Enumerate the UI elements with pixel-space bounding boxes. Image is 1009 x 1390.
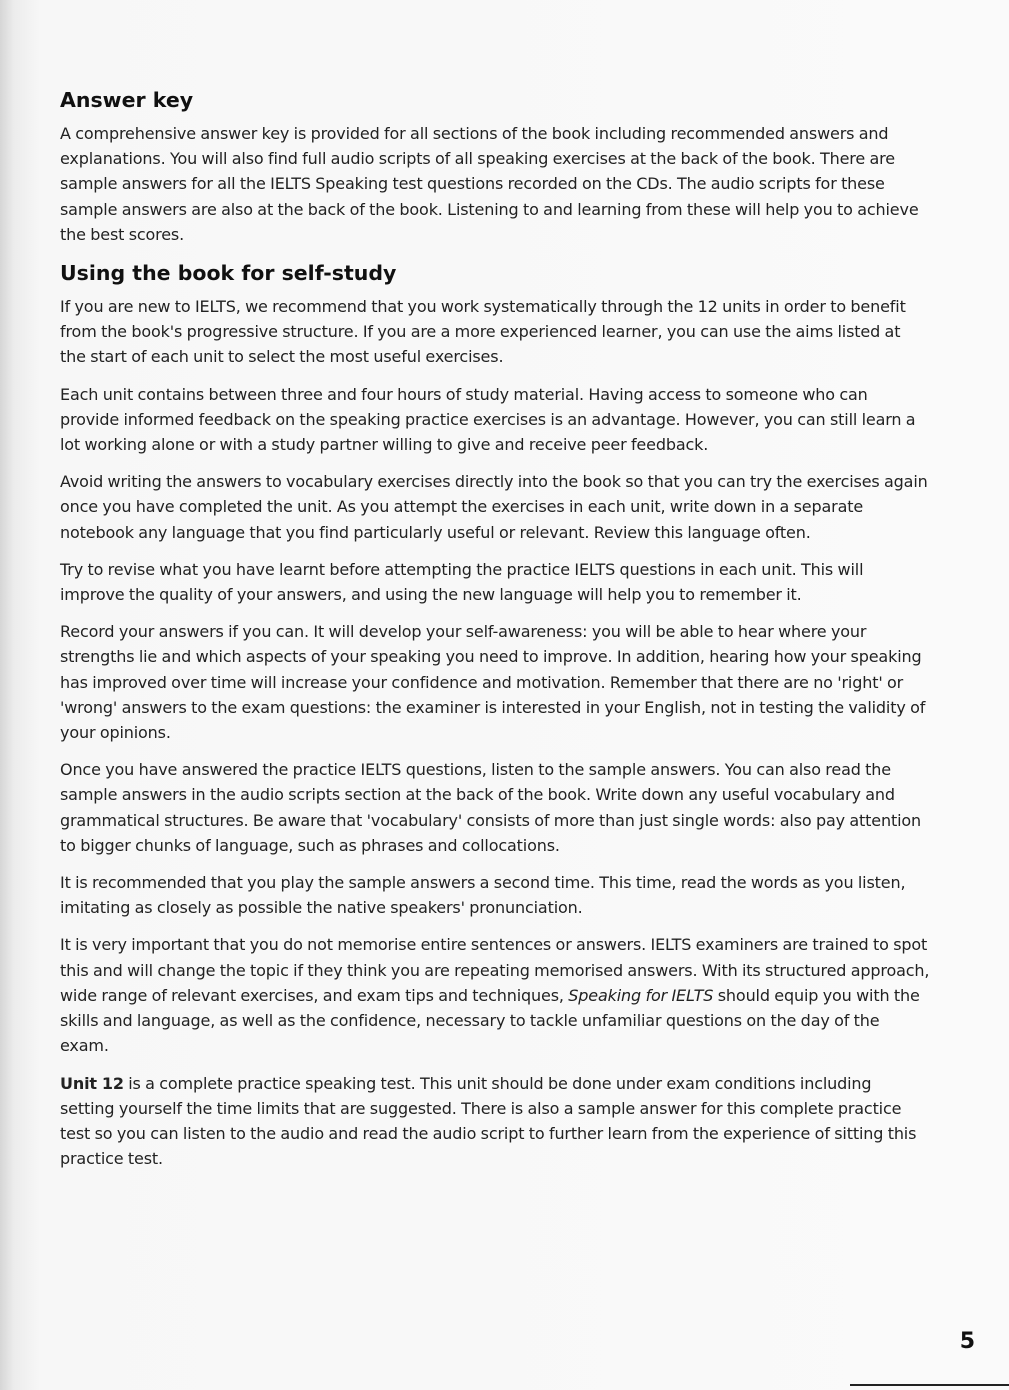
paragraph-memorise xyxy=(60,932,930,1058)
unit-12-label: Unit 12 xyxy=(60,1073,124,1093)
memorise-text-end: should equip you with the skills and language, as well as the confidence, necessary to tackle unfamiliar questions on the day of the exam. xyxy=(60,985,920,1056)
unit-12-text: is a complete practice speaking test. This unit should be done under exam conditions including setting yourself the time limits that are suggested. There is also a sample answer for this complete practice test so you can listen to the audio and read the audio script to further learn from the experience of sitting this practice test. xyxy=(60,1073,917,1169)
paragraph-revise: Try to revise what you have learnt before attempting the practice IELTS questions in each unit. This will improve the quality of your answers, and using the new language will help you to remember it. xyxy=(60,559,864,605)
paragraph-avoid-writing: Avoid writing the answers to vocabulary exercises directly into the book so that you can try the exercises again once you have completed the unit. As you attempt the exercises in each unit, write down in a separate notebook any language that you find particularly useful or relevant. Review this language often. xyxy=(60,472,928,542)
book-title: Speaking for IELTS xyxy=(568,985,714,1005)
paragraph-record-answers: Record your answers if you can. It will develop your self-awareness: you will be able to hear where your strengths lie and which aspects of your speaking you need to improve. In addition, hearing how your speaking has improved over time will increase your confidence and motivation. Remember that there are no 'right' or 'wrong' answers to the exam questions: the examiner is interested in your English, not in testing the validity of your opinions. xyxy=(60,622,926,743)
bottom-rule xyxy=(850,1384,1009,1386)
page-number: 5 xyxy=(959,1329,975,1354)
paragraph-answer-key: A comprehensive answer key is provided for all sections of the book including recommended answers and explanations. You will also find full audio scripts of all speaking exercises at the back of the book. There are sample answers for all the IELTS Speaking test questions recorded on the CDs. The audio scripts for these sample answers are also at the back of the book. Listening to and learning from these will help you to achieve the best scores. xyxy=(60,124,919,244)
paragraph-new-to-ielts: If you are new to IELTS, we recommend that you work systematically through the 12 units in order to benefit from the book's progressive structure. If you are a more experienced learner, you can use the aims listed at the start of each unit to select the most useful exercises. xyxy=(60,297,906,367)
paragraph-sample-answers: Once you have answered the practice IELTS questions, listen to the sample answers. You can also read the sample answers in the audio scripts section at the back of the book. Write down any useful vocabulary and grammatical structures. Be aware that 'vocabulary' consists of more than just single words: also pay attention to bigger chunks of language, such as phrases and collocations. xyxy=(60,760,922,855)
heading-answer-key: Answer key xyxy=(60,88,194,112)
heading-self-study: Using the book for self-study xyxy=(60,261,397,286)
memorise-text-start: It is very important that you do not memorise entire sentences or answers. IELTS examiners are trained to spot this and will change the topic if they think you are repeating memorised answers. With its structured approach, wide range of relevant exercises, and exam tips and techniques, xyxy=(60,935,930,1005)
page-content xyxy=(60,86,930,1183)
paragraph-unit-contents: Each unit contains between three and four hours of study material. Having access to someone who can provide informed feedback on the speaking practice exercises is an advantage. However, you can still learn a lot working alone or with a study partner willing to give and receive peer feedback. xyxy=(60,384,916,455)
paragraph-second-time: It is recommended that you play the sample answers a second time. This time, read the words as you listen, imitating as closely as possible the native speakers' pronunciation. xyxy=(60,873,906,918)
paragraph-unit-12 xyxy=(60,1071,930,1172)
